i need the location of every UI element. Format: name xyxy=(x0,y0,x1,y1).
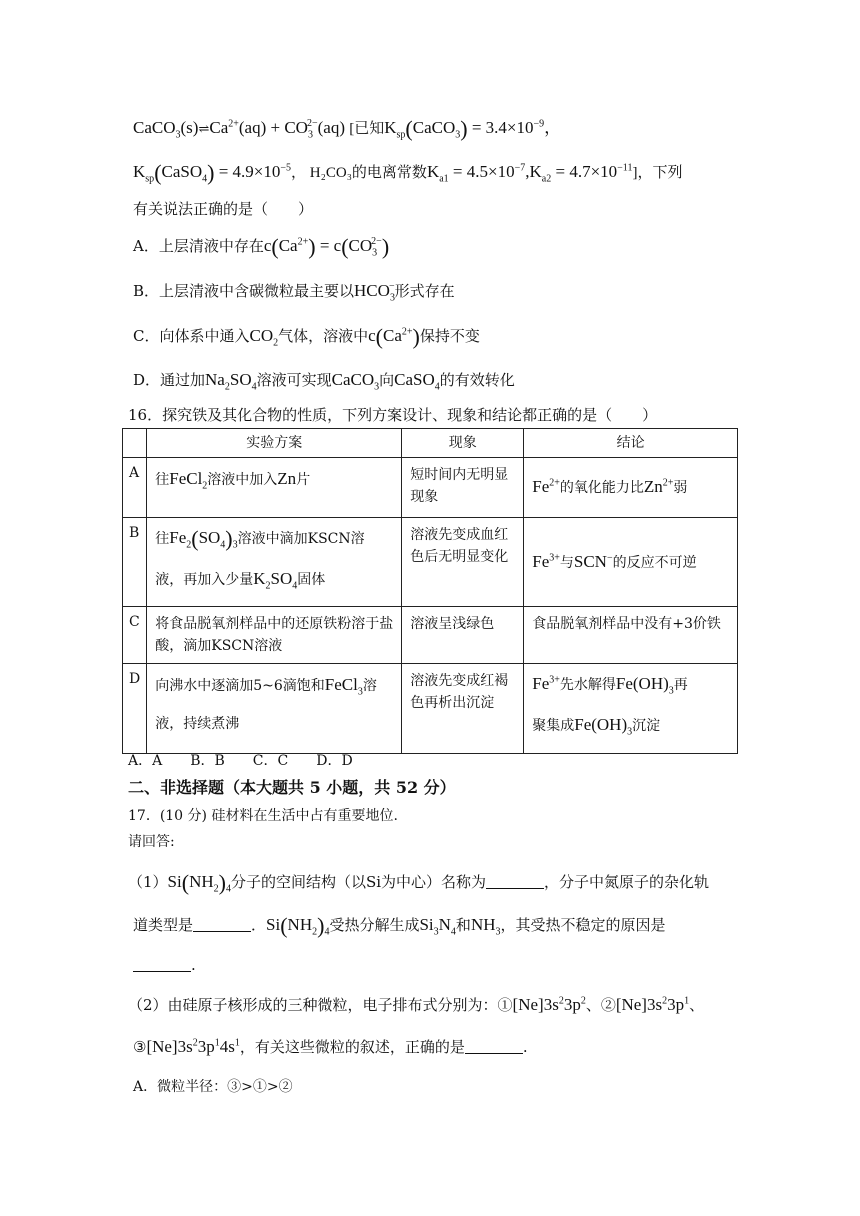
table-row xyxy=(123,458,738,518)
answer-blank[interactable] xyxy=(133,957,191,972)
q17-ask: 请回答: xyxy=(128,834,175,850)
q15-option-d: D．通过加$Na_2SO_4$溶液可实现CaCO$_3$向CaSO$_4$的有效转化 xyxy=(133,370,515,393)
header-phenomenon: 现象 xyxy=(402,429,524,458)
q16-table xyxy=(122,428,738,754)
row-plan: 将食品脱氧剂样品中的还原铁粉溶于盐酸，滴加KSCN溶液 xyxy=(147,607,402,664)
section-title: 二、非选择题（本大题共 5 小题，共 52 分） xyxy=(128,778,456,797)
answer-blank[interactable] xyxy=(193,917,251,932)
q15-equilibrium-line: $CaCO_3(s)\rightleftharpoons Ca^{2+}(aq) + CO_3^{2-}(aq)$ [已知$K_{sp}(CaCO_3) = 3.4\times 10^{-9}$， xyxy=(133,116,562,141)
header-label xyxy=(123,429,147,458)
row-phenomenon: 溶液先变成血红色后无明显变化 xyxy=(402,518,524,607)
q17-part1-line2: 道类型是 ．$Si(NH_2)_4$受热分解生成$Si_3N_4$和$NH_3$，其受热不稳定的原因是 xyxy=(133,913,666,938)
row-label: A xyxy=(123,458,147,518)
row-plan: 向沸水中逐滴加5~6滴饱和FeCl$_3$溶 液，持续煮沸 xyxy=(147,664,402,754)
row-conclusion: $Fe^{3+}$与SCN−的反应不可逆 xyxy=(524,518,738,607)
header-conclusion: 结论 xyxy=(524,429,738,458)
q17-part2-line2: $③[Ne]3s^23p^14s^1$，有关这些微粒的叙述，正确的是 . xyxy=(133,1037,528,1056)
q16-options: A．A B．B C．C D．D xyxy=(128,753,353,769)
q15-constants-line: $K_{sp}(CaSO_4) = 4.9\times 10^{-5}$， H₂CO₃的电离常数$K_{a1} = 4.5\times 10^{-7},K_{a2} = 4.7\times 10^{-11}$]，下列 xyxy=(133,160,683,185)
q17-stem: 17．(10 分) 硅材料在生活中占有重要地位. xyxy=(128,808,398,824)
q15-option-a: A．上层清液中存在$c(Ca^{2+}) = c(CO_3^{2-})$ xyxy=(133,234,390,259)
table-row xyxy=(123,664,738,754)
q15-option-c: C．向体系中通入$CO_2$气体，溶液中$c(Ca^{2+})$保持不变 xyxy=(133,324,480,349)
row-phenomenon: 短时间内无明显现象 xyxy=(402,458,524,518)
q15-option-b: B．上层清液中含碳微粒最主要以$HCO_3^-$形式存在 xyxy=(133,281,455,304)
answer-blank[interactable] xyxy=(486,874,544,889)
row-plan: 往$Fe_2(SO_4)_3$溶液中滴加KSCN溶 液，再加入少量$K_2SO_4$固体 xyxy=(147,518,402,607)
q15-stem-tail: 有关说法正确的是（ ） xyxy=(133,200,314,218)
header-plan: 实验方案 xyxy=(147,429,402,458)
q17-part1-line3: . xyxy=(133,955,196,975)
row-label: B xyxy=(123,518,147,607)
q17-option-a: A．微粒半径：③>①>② xyxy=(133,1079,293,1095)
row-label: D xyxy=(123,664,147,754)
table-header-row xyxy=(123,429,738,458)
row-phenomenon: 溶液呈浅绿色 xyxy=(402,607,524,664)
row-label: C xyxy=(123,607,147,664)
row-plan: 往FeCl$_2$溶液中加入Zn片 xyxy=(147,458,402,518)
row-phenomenon: 溶液先变成红褐色再析出沉淀 xyxy=(402,664,524,754)
table-row xyxy=(123,518,738,607)
q17-part1-line1: $(1)Si(NH_2)_4$分子的空间结构（以Si为中心）名称为 ，分子中氮原子的杂化轨 xyxy=(128,870,710,895)
row-conclusion: $Fe^{2+}$的氧化能力比$Zn^{2+}$弱 xyxy=(524,458,738,518)
table-row xyxy=(123,607,738,664)
answer-blank[interactable] xyxy=(465,1039,523,1054)
q17-part2-line1: （2）由硅原子核形成的三种微粒，电子排布式分别为：$①[Ne]3s^23p^2$、$②[Ne]3s^23p^1$、 xyxy=(128,995,705,1014)
row-conclusion: 食品脱氧剂样品中没有+3价铁 xyxy=(524,607,738,664)
row-conclusion: $Fe^{3+}$先水解得$Fe(OH)_3$再 聚集成$Fe(OH)_3$沉淀 xyxy=(524,664,738,754)
q16-stem: 16．探究铁及其化合物的性质，下列方案设计、现象和结论都正确的是（ ） xyxy=(128,406,658,424)
